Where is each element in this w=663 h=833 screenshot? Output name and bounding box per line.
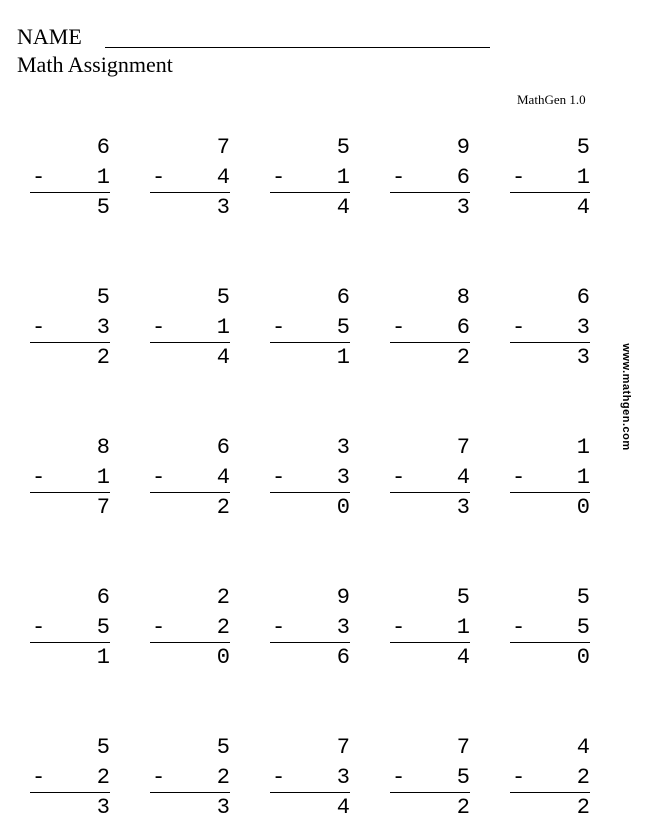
minus-sign: - — [512, 165, 526, 190]
minuend: 7 — [456, 735, 470, 760]
answer: 2 — [456, 345, 470, 370]
minus-sign: - — [392, 765, 406, 790]
answer-rule — [510, 792, 590, 793]
problem-2-4 — [390, 286, 470, 376]
answer: 7 — [96, 495, 110, 520]
problem-3-2 — [150, 436, 230, 526]
minuend: 9 — [456, 135, 470, 160]
minuend: 5 — [96, 735, 110, 760]
answer-rule — [150, 792, 230, 793]
answer-rule — [270, 642, 350, 643]
answer: 3 — [576, 345, 590, 370]
answer-rule — [270, 192, 350, 193]
problem-2-5 — [510, 286, 590, 376]
answer: 2 — [216, 495, 230, 520]
answer-rule — [510, 642, 590, 643]
minus-sign: - — [392, 315, 406, 340]
answer: 1 — [96, 645, 110, 670]
problem-4-5 — [510, 586, 590, 676]
subtrahend: 1 — [216, 315, 230, 340]
minus-sign: - — [152, 165, 166, 190]
subtrahend: 1 — [576, 465, 590, 490]
minus-sign: - — [392, 465, 406, 490]
answer-rule — [510, 492, 590, 493]
answer-rule — [30, 642, 110, 643]
answer: 4 — [336, 195, 350, 220]
answer: 4 — [336, 795, 350, 820]
minuend: 5 — [576, 135, 590, 160]
answer-rule — [390, 492, 470, 493]
problem-5-1 — [30, 736, 110, 826]
problem-2-2 — [150, 286, 230, 376]
subtrahend: 4 — [216, 165, 230, 190]
minuend: 6 — [216, 435, 230, 460]
answer-rule — [30, 492, 110, 493]
answer: 3 — [456, 195, 470, 220]
answer-rule — [30, 342, 110, 343]
minuend: 8 — [456, 285, 470, 310]
problem-5-3 — [270, 736, 350, 826]
minus-sign: - — [512, 765, 526, 790]
answer-rule — [510, 342, 590, 343]
problem-3-5 — [510, 436, 590, 526]
subtrahend: 4 — [456, 465, 470, 490]
answer-rule — [30, 792, 110, 793]
problem-2-1 — [30, 286, 110, 376]
answer: 3 — [216, 795, 230, 820]
problem-3-1 — [30, 436, 110, 526]
problem-4-3 — [270, 586, 350, 676]
problem-3-3 — [270, 436, 350, 526]
answer-rule — [270, 792, 350, 793]
answer-rule — [390, 192, 470, 193]
answer: 0 — [576, 645, 590, 670]
name-blank-line[interactable] — [105, 47, 490, 48]
minuend: 7 — [216, 135, 230, 160]
answer: 2 — [96, 345, 110, 370]
minuend: 1 — [576, 435, 590, 460]
answer-rule — [390, 642, 470, 643]
minus-sign: - — [32, 765, 46, 790]
minuend: 6 — [96, 585, 110, 610]
minus-sign: - — [152, 465, 166, 490]
subtrahend: 6 — [456, 165, 470, 190]
problem-4-4 — [390, 586, 470, 676]
answer: 4 — [576, 195, 590, 220]
minus-sign: - — [152, 315, 166, 340]
answer-rule — [270, 492, 350, 493]
answer-rule — [150, 492, 230, 493]
answer-rule — [150, 192, 230, 193]
answer-rule — [150, 642, 230, 643]
answer: 3 — [456, 495, 470, 520]
subtrahend: 4 — [216, 465, 230, 490]
subtrahend: 2 — [216, 615, 230, 640]
minuend: 9 — [336, 585, 350, 610]
minus-sign: - — [272, 465, 286, 490]
minus-sign: - — [32, 465, 46, 490]
subtrahend: 1 — [576, 165, 590, 190]
answer: 0 — [216, 645, 230, 670]
subtrahend: 3 — [336, 615, 350, 640]
problem-2-3 — [270, 286, 350, 376]
version-label: MathGen 1.0 — [517, 92, 586, 107]
minuend: 8 — [96, 435, 110, 460]
minus-sign: - — [512, 465, 526, 490]
minus-sign: - — [512, 315, 526, 340]
answer-rule — [390, 342, 470, 343]
minus-sign: - — [272, 765, 286, 790]
minus-sign: - — [512, 615, 526, 640]
subtrahend: 1 — [456, 615, 470, 640]
minus-sign: - — [152, 615, 166, 640]
answer: 5 — [96, 195, 110, 220]
subtrahend: 1 — [96, 165, 110, 190]
problem-1-4 — [390, 136, 470, 226]
minus-sign: - — [32, 315, 46, 340]
name-label: NAME — [17, 24, 82, 49]
problem-1-2 — [150, 136, 230, 226]
minuend: 5 — [96, 285, 110, 310]
minus-sign: - — [32, 615, 46, 640]
minuend: 5 — [336, 135, 350, 160]
subtrahend: 3 — [576, 315, 590, 340]
subtrahend: 2 — [96, 765, 110, 790]
problem-5-5 — [510, 736, 590, 826]
side-url: www.mathgen.com — [620, 343, 632, 451]
minuend: 2 — [216, 585, 230, 610]
answer-rule — [150, 342, 230, 343]
problem-4-1 — [30, 586, 110, 676]
subtrahend: 5 — [456, 765, 470, 790]
answer: 3 — [96, 795, 110, 820]
answer: 4 — [216, 345, 230, 370]
minus-sign: - — [392, 615, 406, 640]
answer-rule — [30, 192, 110, 193]
problem-4-2 — [150, 586, 230, 676]
minuend: 3 — [336, 435, 350, 460]
minuend: 7 — [456, 435, 470, 460]
minuend: 6 — [336, 285, 350, 310]
subtrahend: 3 — [336, 465, 350, 490]
minuend: 6 — [576, 285, 590, 310]
answer: 4 — [456, 645, 470, 670]
answer: 2 — [576, 795, 590, 820]
minuend: 5 — [216, 735, 230, 760]
answer-rule — [270, 342, 350, 343]
answer: 0 — [576, 495, 590, 520]
minuend: 6 — [96, 135, 110, 160]
minuend: 4 — [576, 735, 590, 760]
minus-sign: - — [272, 315, 286, 340]
minuend: 5 — [576, 585, 590, 610]
minuend: 5 — [216, 285, 230, 310]
subtrahend: 5 — [336, 315, 350, 340]
answer: 2 — [456, 795, 470, 820]
problem-3-4 — [390, 436, 470, 526]
answer-rule — [390, 792, 470, 793]
subtrahend: 5 — [576, 615, 590, 640]
problem-1-1 — [30, 136, 110, 226]
minus-sign: - — [392, 165, 406, 190]
subtrahend: 6 — [456, 315, 470, 340]
problem-5-2 — [150, 736, 230, 826]
answer: 3 — [216, 195, 230, 220]
problem-1-3 — [270, 136, 350, 226]
subtrahend: 5 — [96, 615, 110, 640]
subtrahend: 3 — [96, 315, 110, 340]
problem-1-5 — [510, 136, 590, 226]
minuend: 5 — [456, 585, 470, 610]
answer: 0 — [336, 495, 350, 520]
minus-sign: - — [152, 765, 166, 790]
subtrahend: 2 — [576, 765, 590, 790]
minuend: 7 — [336, 735, 350, 760]
minus-sign: - — [272, 165, 286, 190]
subtrahend: 1 — [96, 465, 110, 490]
subtrahend: 1 — [336, 165, 350, 190]
problem-5-4 — [390, 736, 470, 826]
minus-sign: - — [32, 165, 46, 190]
worksheet-title: Math Assignment — [17, 52, 173, 77]
answer-rule — [510, 192, 590, 193]
subtrahend: 2 — [216, 765, 230, 790]
answer: 1 — [336, 345, 350, 370]
answer: 6 — [336, 645, 350, 670]
subtrahend: 3 — [336, 765, 350, 790]
minus-sign: - — [272, 615, 286, 640]
